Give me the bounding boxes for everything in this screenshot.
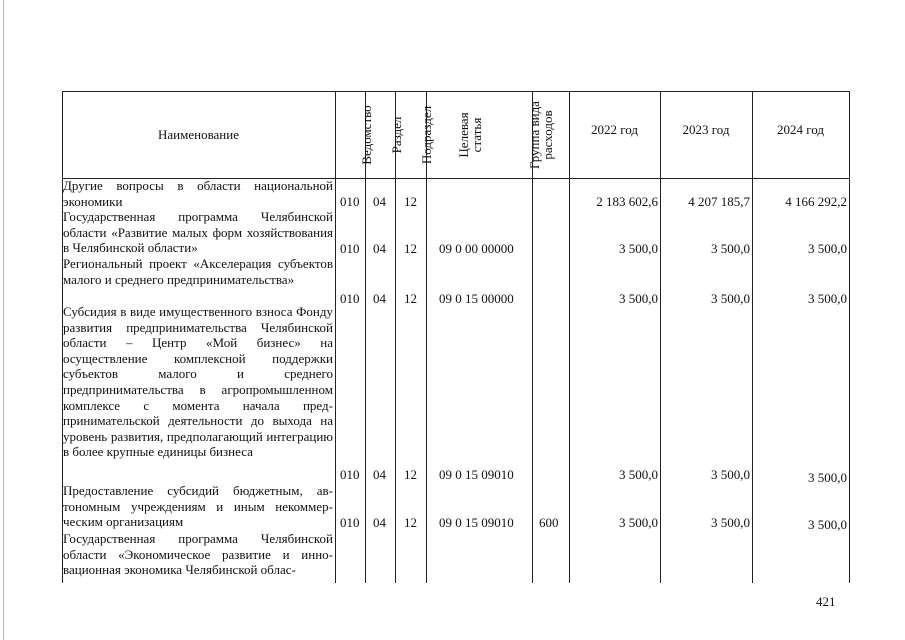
cell-2023: 3 500,0 (711, 241, 750, 256)
cell-2022: 3 500,0 (619, 467, 658, 482)
cell-razdel: 04 (373, 291, 386, 306)
cell-2024: 3 500,0 (808, 241, 847, 256)
cell-podrazdel: 12 (404, 291, 417, 306)
header-2022: 2022 год (591, 122, 638, 137)
cell-podrazdel: 12 (404, 515, 417, 530)
cell-2022: 3 500,0 (619, 515, 658, 530)
cell-razdel: 04 (373, 467, 386, 482)
cell-celevaya: 09 0 15 00000 (439, 291, 514, 306)
cell-celevaya: 09 0 00 00000 (439, 241, 514, 256)
cell-ved: 010 (340, 467, 360, 482)
cell-ved: 010 (340, 194, 360, 209)
cell-2022: 2 183 602,6 (596, 194, 658, 209)
cell-2024: 4 166 292,2 (785, 194, 847, 209)
cell-2023: 4 207 185,7 (688, 194, 750, 209)
row-name: Государственная программа Челябинской области «Экономическое развитие и инновационная экономика Челябинской облас- (63, 531, 333, 578)
budget-table (62, 91, 850, 583)
cell-2022: 3 500,0 (619, 291, 658, 306)
header-2024: 2024 год (777, 122, 824, 137)
header-vedomstvo: Ведомство (359, 105, 374, 165)
col-border (849, 91, 850, 583)
cell-2023: 3 500,0 (711, 515, 750, 530)
cell-razdel: 04 (373, 194, 386, 209)
cell-2024: 3 500,0 (808, 470, 847, 485)
cell-2024: 3 500,0 (808, 291, 847, 306)
cell-podrazdel: 12 (404, 241, 417, 256)
cell-celevaya: 09 0 15 09010 (439, 515, 514, 530)
header-gruppa: Группа вида расходов (527, 101, 555, 169)
cell-ved: 010 (340, 241, 360, 256)
row-name: Региональный проект «Акселерация субъектов малого и среднего предпринимательства» (63, 256, 333, 287)
header-podrazdel: Подраздел (419, 105, 434, 165)
cell-razdel: 04 (373, 515, 386, 530)
col-border (335, 91, 336, 583)
row-name: Предоставление субсидий бюджетным, автономным учреждениям и иным некоммерческим организациям (63, 483, 333, 530)
row-name: Другие вопросы в области национальной экономики (63, 178, 333, 209)
cell-2024: 3 500,0 (808, 517, 847, 532)
header-razdel: Раздел (389, 116, 404, 154)
cell-podrazdel: 12 (404, 194, 417, 209)
cell-gruppa: 600 (539, 515, 559, 530)
cell-2022: 3 500,0 (619, 241, 658, 256)
cell-2023: 3 500,0 (711, 467, 750, 482)
header-celevaya: Целевая статья (456, 112, 484, 158)
header-name: Наименование (158, 126, 239, 142)
header-2023: 2023 год (682, 122, 730, 137)
row-name: Субсидия в виде имущественного взноса Фонду развития предпринимательства Челябинской области – Центр «Мой бизнес» на осуществление комплексной поддержки субъектов малого и среднего предпринимательства в агропромышленном комплексе с момента начала предпринимательской деятельности до выхода на уровень развития, предполагающий интеграцию в более крупные единицы бизнеса (63, 304, 333, 460)
page-number: 421 (816, 594, 836, 609)
cell-2023: 3 500,0 (711, 291, 750, 306)
cell-razdel: 04 (373, 241, 386, 256)
cell-ved: 010 (340, 515, 360, 530)
cell-podrazdel: 12 (404, 467, 417, 482)
page-margin-line (3, 0, 4, 640)
cell-ved: 010 (340, 291, 360, 306)
cell-celevaya: 09 0 15 09010 (439, 467, 514, 482)
row-name: Государственная программа Челябинской области «Развитие малых форм хозяйствования в Челябинской области» (63, 209, 333, 256)
